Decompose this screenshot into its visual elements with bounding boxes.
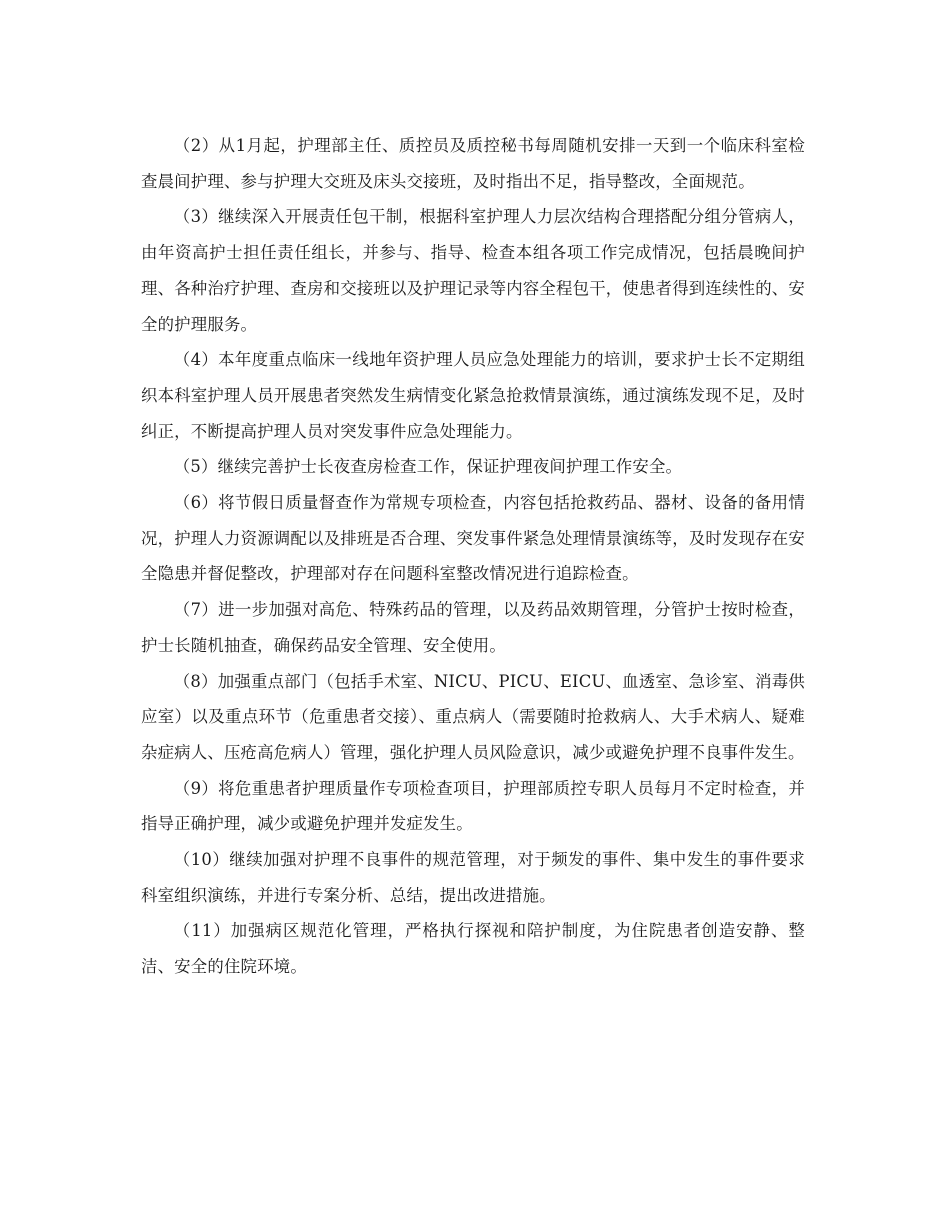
- paragraph-2: （2）从1月起，护理部主任、质控员及质控秘书每周随机安排一天到一个临床科室检查晨间护理、参与护理大交班及床头交接班，及时指出不足，指导整改，全面规范。: [141, 136, 805, 191]
- paragraph-10: （10）继续加强对护理不良事件的规范管理，对于频发的事件、集中发生的事件要求科室组织演练，并进行专案分析、总结，提出改进措施。: [141, 850, 805, 905]
- paragraph-11: （11）加强病区规范化管理，严格执行探视和陪护制度，为住院患者创造安静、整洁、安全的住院环境。: [141, 921, 805, 977]
- paragraph-3: （3）继续深入开展责任包干制，根据科室护理人力层次结构合理搭配分组分管病人，由年资高护士担任责任组长，并参与、指导、检查本组各项工作完成情况，包括晨晚间护理、各种治疗护理、查房和交接班以及护理记录等内容全程包干，使患者得到连续性的、安全的护理服务。: [141, 207, 805, 334]
- paragraph-9: （9）将危重患者护理质量作专项检查项目，护理部质控专职人员每月不定时检查，并指导正确护理，减少或避免护理并发症发生。: [141, 778, 805, 834]
- paragraph-8: （8）加强重点部门（包括手术室、NICU、PICU、EICU、血透室、急诊室、消毒供应室）以及重点环节（危重患者交接）、重点病人（需要随时抢救病人、大手术病人、疑难杂症病人、压疮高危病人）管理，强化护理人员风险意识，减少或避免护理不良事件发生。: [141, 671, 805, 762]
- paragraph-5: （5）继续完善护士长夜查房检查工作，保证护理夜间护理工作安全。: [173, 457, 683, 477]
- paragraph-4: （4）本年度重点临床一线地年资护理人员应急处理能力的培训，要求护士长不定期组织本科室护理人员开展患者突然发生病情变化紧急抢救情景演练，通过演练发现不足，及时纠正，不断提高护理人员对突发事件应急处理能力。: [141, 350, 805, 441]
- document-body: [141, 128, 805, 985]
- paragraph-6: （6）将节假日质量督查作为常规专项检查，内容包括抢救药品、器材、设备的备用情况，护理人力资源调配以及排班是否合理、突发事件紧急处理情景演练等，及时发现存在安全隐患并督促整改，护理部对存在问题科室整改情况进行追踪检查。: [141, 493, 805, 584]
- paragraph-7: （7）进一步加强对高危、特殊药品的管理，以及药品效期管理，分管护士按时检查，护士长随机抽查，确保药品安全管理、安全使用。: [141, 600, 805, 655]
